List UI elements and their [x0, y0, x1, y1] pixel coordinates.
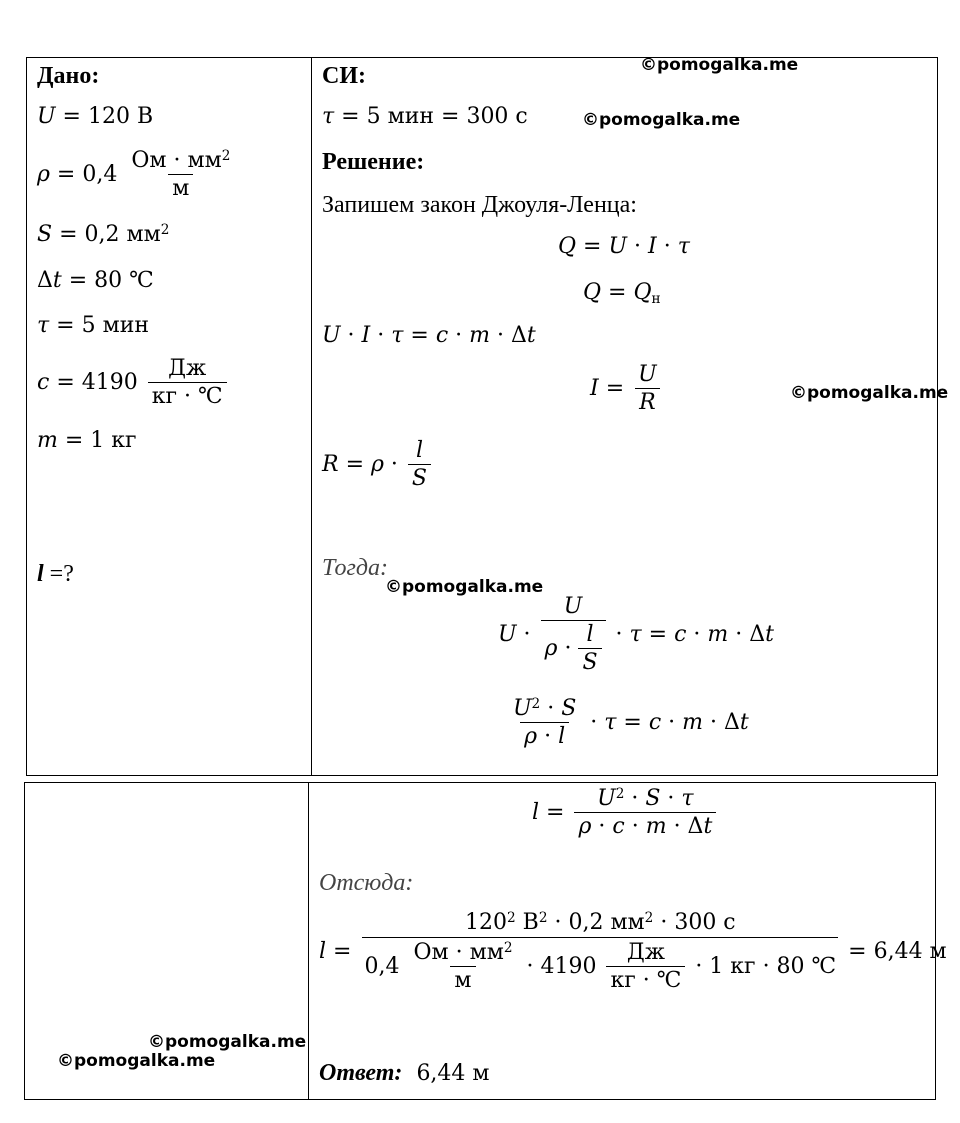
watermark: ©pomogalka.me: [57, 1051, 216, 1071]
watermark: ©pomogalka.me: [582, 110, 741, 130]
formula-energy-equation: U · I · τ = c · m · Δt: [322, 323, 536, 348]
upper-table-divider: [311, 57, 312, 776]
unknown-length: l =?: [37, 561, 74, 587]
watermark: ©pomogalka.me: [148, 1032, 307, 1052]
solution-intro: Запишем закон Джоуля-Ленца:: [322, 192, 637, 218]
watermark: ©pomogalka.me: [640, 55, 799, 75]
given-specific-heat: c = 4190 $\frac{Дж}{кг \cdot ℃}$: [37, 358, 230, 408]
formula-joule-lenz: Q = U · I · τ: [558, 234, 690, 259]
then-label: Тогда:: [322, 555, 388, 581]
given-voltage: U = 120 В: [37, 104, 154, 129]
formula-ohm-law: I = $\frac{U}{R}$: [590, 364, 664, 414]
formula-simplified: $\frac{U^2 \cdot S}{\rho \cdot l}$ · τ = c · m · Δt: [513, 695, 749, 749]
numeric-result: = 6,44 м: [848, 939, 947, 964]
given-area: S = 0,2 $мм^2$: [37, 221, 170, 247]
given-mass: m = 1 кг: [37, 428, 137, 453]
lower-table-divider: [308, 782, 309, 1100]
answer-line: [319, 1061, 490, 1085]
watermark: ©pomogalka.me: [790, 383, 949, 403]
given-time: τ = 5 мин: [37, 313, 150, 338]
formula-numeric: l = $120^2$ $В^2 \cdot 0,2$ $мм^2 \cdot 300$ с 0,4 $\frac{Ом \cdot мм^2}{м}$ · 4190 $\frac{Дж}{кг \cdot ℃}$ · 1 кг · 80 ℃ = 6,44 м: [319, 909, 947, 993]
formula-heat-balance: Q = Qн: [583, 280, 661, 308]
given-temp-change: Δt = 80 ℃: [37, 268, 154, 293]
solution-header: Решение:: [322, 149, 425, 175]
formula-length: l = $\frac{U^2 \cdot S \cdot \tau}{\rho \cdot c \cdot m \cdot \Delta t}$: [532, 788, 719, 838]
si-conversion: τ = 5 мин = 300 с: [322, 104, 528, 129]
given-resistivity: ρ = 0,4 $\frac{Ом \cdot мм^2}{м}$: [37, 147, 231, 201]
formula-substitution: U · U ρ · $\frac{l}{S}$ · τ = c · m · Δt: [498, 594, 775, 675]
answer-value: 6,44 м: [416, 1061, 490, 1086]
answer-label: Ответ:: [319, 1060, 403, 1086]
hence-label: Отсюда:: [319, 870, 414, 896]
formula-resistance: R = ρ · $\frac{l}{S}$: [322, 440, 434, 490]
si-header: СИ:: [322, 63, 366, 89]
watermark: ©pomogalka.me: [385, 577, 544, 597]
given-header: Дано:: [37, 63, 100, 89]
